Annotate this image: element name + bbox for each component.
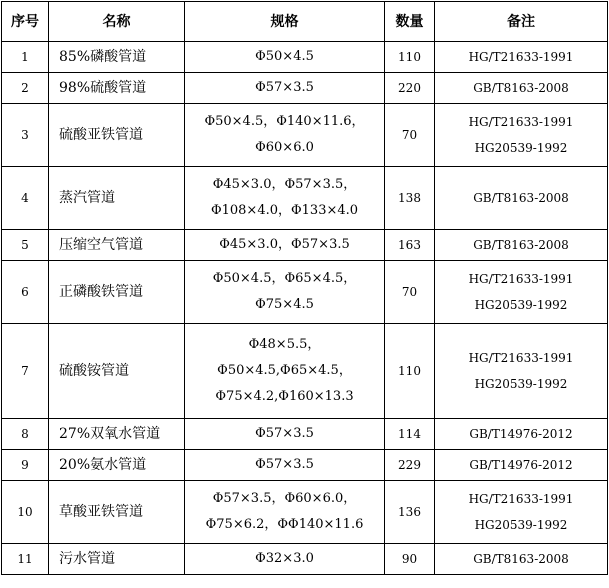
row-note-line: HG/T21633-1991 (468, 492, 574, 506)
row-index: 5 (2, 230, 49, 261)
row-note (435, 167, 608, 230)
row-name: 85%磷酸管道 (49, 42, 185, 73)
row-note-line: GB/T8163-2008 (473, 238, 569, 252)
row-qty: 138 (385, 167, 435, 230)
row-qty: 70 (385, 104, 435, 167)
row-note (435, 419, 608, 450)
row-spec: Φ45×3.0，Φ57×3.5 (185, 230, 385, 261)
row-note-line: HG/T21633-1991 (468, 115, 574, 129)
row-note-line: GB/T14976-2012 (469, 427, 573, 441)
row-name: 硫酸铵管道 (49, 324, 185, 419)
row-index: 2 (2, 73, 49, 104)
row-note (435, 261, 608, 324)
row-note (435, 324, 608, 419)
table-row (2, 104, 608, 167)
row-spec: Φ48×5.5，Φ50×4.5,Φ65×4.5，Φ75×4.2,Φ160×13.3 (185, 324, 385, 419)
header-row (2, 2, 608, 42)
row-name: 27%双氧水管道 (49, 419, 185, 450)
row-spec: Φ57×3.5 (185, 450, 385, 481)
row-spec: Φ50×4.5，Φ65×4.5，Φ75×4.5 (185, 261, 385, 324)
row-name: 20%氨水管道 (49, 450, 185, 481)
table-row (2, 261, 608, 324)
row-spec: Φ57×3.5 (185, 419, 385, 450)
row-note-line: GB/T14976-2012 (469, 458, 573, 472)
row-qty: 114 (385, 419, 435, 450)
row-note-line: HG/T21633-1991 (468, 50, 574, 64)
header-name: 名称 (49, 2, 185, 42)
row-note (435, 481, 608, 544)
header-spec: 规格 (185, 2, 385, 42)
row-note-line: HG/T21633-1991 (468, 351, 574, 365)
row-name: 蒸汽管道 (49, 167, 185, 230)
row-note-line: GB/T8163-2008 (473, 191, 569, 205)
row-note (435, 104, 608, 167)
row-name: 压缩空气管道 (49, 230, 185, 261)
table-row (2, 419, 608, 450)
row-note (435, 544, 608, 575)
row-spec: Φ50×4.5，Φ140×11.6，Φ60×6.0 (185, 104, 385, 167)
row-note (435, 230, 608, 261)
row-index: 9 (2, 450, 49, 481)
row-index: 7 (2, 324, 49, 419)
pipeline-table (1, 1, 608, 575)
row-note-line: GB/T8163-2008 (473, 81, 569, 95)
row-note (435, 450, 608, 481)
row-index: 10 (2, 481, 49, 544)
table-row (2, 450, 608, 481)
table-row (2, 73, 608, 104)
row-qty: 220 (385, 73, 435, 104)
row-spec: Φ57×3.5，Φ60×6.0，Φ75×6.2，ΦΦ140×11.6 (185, 481, 385, 544)
table-row (2, 167, 608, 230)
row-note-line: GB/T8163-2008 (473, 552, 569, 566)
row-name: 污水管道 (49, 544, 185, 575)
table-row (2, 544, 608, 575)
row-note (435, 73, 608, 104)
row-note-line: HG20539-1992 (474, 298, 568, 312)
row-qty: 229 (385, 450, 435, 481)
row-qty: 136 (385, 481, 435, 544)
row-spec: Φ45×3.0，Φ57×3.5，Φ108×4.0，Φ133×4.0 (185, 167, 385, 230)
row-qty: 110 (385, 324, 435, 419)
table-row (2, 324, 608, 419)
row-index: 3 (2, 104, 49, 167)
table-row (2, 481, 608, 544)
table-row (2, 230, 608, 261)
row-qty: 70 (385, 261, 435, 324)
row-note-line: HG20539-1992 (474, 518, 568, 532)
row-index: 11 (2, 544, 49, 575)
header-note: 备注 (435, 2, 608, 42)
row-name: 正磷酸铁管道 (49, 261, 185, 324)
row-qty: 90 (385, 544, 435, 575)
row-index: 8 (2, 419, 49, 450)
row-name: 硫酸亚铁管道 (49, 104, 185, 167)
row-index: 6 (2, 261, 49, 324)
header-index: 序号 (2, 2, 49, 42)
row-index: 1 (2, 42, 49, 73)
row-spec: Φ57×3.5 (185, 73, 385, 104)
row-qty: 110 (385, 42, 435, 73)
row-note-line: HG/T21633-1991 (468, 272, 574, 286)
row-qty: 163 (385, 230, 435, 261)
header-qty: 数量 (385, 2, 435, 42)
row-note-line: HG20539-1992 (474, 141, 568, 155)
row-index: 4 (2, 167, 49, 230)
row-name: 草酸亚铁管道 (49, 481, 185, 544)
row-name: 98%硫酸管道 (49, 73, 185, 104)
table-body (2, 42, 608, 575)
row-note-line: HG20539-1992 (474, 377, 568, 391)
row-note (435, 42, 608, 73)
row-spec: Φ50×4.5 (185, 42, 385, 73)
table-row (2, 42, 608, 73)
row-spec: Φ32×3.0 (185, 544, 385, 575)
